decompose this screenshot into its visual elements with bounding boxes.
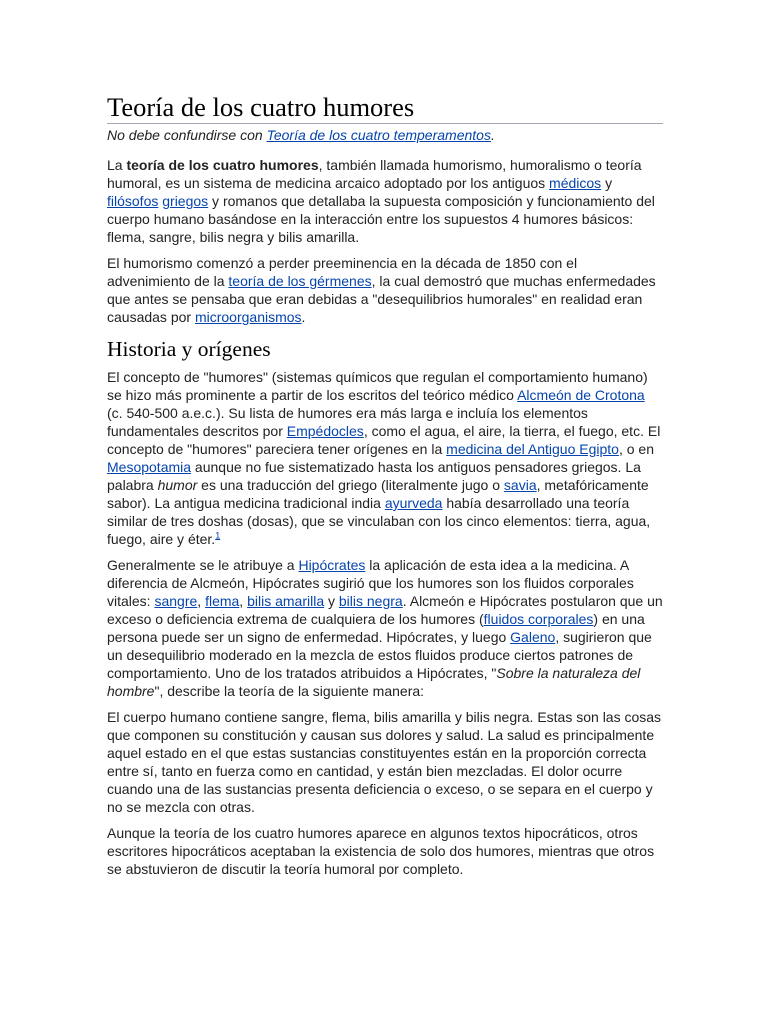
history-paragraph-1: El concepto de "humores" (sistemas químicos que regulan el comportamiento humano) se hizo más prominente a partir de los escritos del teórico médico Alcmeón de Crotona (c. 540-500 a.e.c.). Su lista de humores era más larga e incluía los elementos fundamentales descritos por Empédocles, como el agua, el aire, la tierra, el fuego, etc. El concepto de "humores" pareciera tener orígenes en la medicina del Antiguo Egipto, o en Mesopotamia aunque no fue sistematizado hasta los antiguos pensadores griegos. La palabra humor es una traducción del griego (literalmente jugo o savia, metafóricamente sabor). La antigua medicina tradicional india ayurveda había desarrollado una teoría similar de tres doshas (dosas), que se vinculaban con los cinco elementos: tierra, agua, fuego, aire y éter.$^1$	[107, 369, 661, 547]
history-paragraph-2: Generalmente se le atribuye a Hipócrates la aplicación de esta idea a la medicina. A diferencia de Alcmeón, Hipócrates sugirió que los humores son los fluidos corporales vitales: sangre, flema, bilis amarilla y bilis negra. Alcmeón e Hipócrates postularon que un exceso o deficiencia extrema de cualquiera de los humores (fluidos corporales) en una persona puede ser un signo de enfermedad. Hipócrates, y luego Galeno, sugirieron que un desequilibrio moderado en la mezcla de estos fluidos produce ciertos patrones de comportamiento. Uno de los tratados atribuidos a Hipócrates, "Sobre la naturaleza del hombre", describe la teoría de la siguiente manera:	[107, 557, 663, 699]
section-heading-historia: Historia y orígenes	[107, 337, 271, 361]
link-filosofos[interactable]: filósofos	[107, 193, 159, 209]
link-teoria-temperamentos[interactable]: Teoría de los cuatro temperamentos	[266, 127, 491, 143]
intro-paragraph-1: La teoría de los cuatro humores, también llamada humorismo, humoralismo o teoría humoral, es un sistema de medicina arcaico adoptado por los antiguos médicos y filósofos griegos y romanos que detallaba la supuesta composición y funcionamiento del cuerpo humano basándose en la interacción entre los supuestos 4 humores básicos: flema, sangre, bilis negra y bilis amarilla.	[107, 157, 655, 245]
article	[107, 92, 663, 886]
link-medicos[interactable]: médicos	[549, 175, 602, 191]
link-teoria-germenes[interactable]: teoría de los gérmenes	[228, 273, 372, 289]
hatnote: No debe confundirse con Teoría de los cuatro temperamentos.	[107, 127, 495, 143]
link-ayurveda[interactable]: ayurveda	[384, 495, 443, 511]
history-paragraph-3: El cuerpo humano contiene sangre, flema, bilis amarilla y bilis negra. Estas son las cosas que componen su constitución y causan sus dolores y salud. La salud es principalmente aquel estado en el que estas sustancias constituyentes están en la proporción correcta entre sí, tanto en fuerza como en cantidad, y están bien mezcladas. El dolor ocurre cuando una de las sustancias presenta deficiencia o exceso, o se separa en el cuerpo y no se mezcla con otras.	[107, 709, 662, 815]
link-alcmeon[interactable]: Alcmeón de Crotona	[517, 387, 645, 403]
link-savia[interactable]: savia	[503, 477, 537, 493]
link-microorganismos[interactable]: microorganismos	[194, 309, 302, 325]
link-hipocrates[interactable]: Hipócrates	[298, 557, 366, 573]
link-fluidos-corporales[interactable]: fluidos corporales	[483, 611, 594, 627]
link-sangre[interactable]: sangre	[154, 593, 198, 609]
link-galeno[interactable]: Galeno	[510, 629, 556, 645]
link-mesopotamia[interactable]: Mesopotamia	[107, 459, 192, 475]
page-title: Teoría de los cuatro humores	[107, 92, 663, 124]
intro-paragraph-2: El humorismo comenzó a perder preeminencia en la década de 1850 con el advenimiento de la teoría de los gérmenes, la cual demostró que muchas enfermedades que antes se pensaba que eran debidas a "desequilibrios humorales" en realidad eran causadas por microorganismos.	[107, 255, 656, 325]
bold-term: teoría de los cuatro humores	[126, 157, 319, 173]
history-paragraph-4: Aunque la teoría de los cuatro humores aparece en algunos textos hipocráticos, otros escritores hipocráticos aceptaban la existencia de solo dos humores, mientras que otros se abstuvieron de discutir la teoría humoral por completo.	[107, 825, 655, 877]
link-bilis-amarilla[interactable]: bilis amarilla	[247, 593, 325, 609]
link-griegos[interactable]: griegos	[162, 193, 209, 209]
link-bilis-negra[interactable]: bilis negra	[338, 593, 403, 609]
link-medicina-egipto[interactable]: medicina del Antiguo Egipto	[446, 441, 619, 457]
link-flema[interactable]: flema	[205, 593, 240, 609]
link-empedocles[interactable]: Empédocles	[286, 423, 364, 439]
reference-link[interactable]: 1	[215, 530, 221, 541]
